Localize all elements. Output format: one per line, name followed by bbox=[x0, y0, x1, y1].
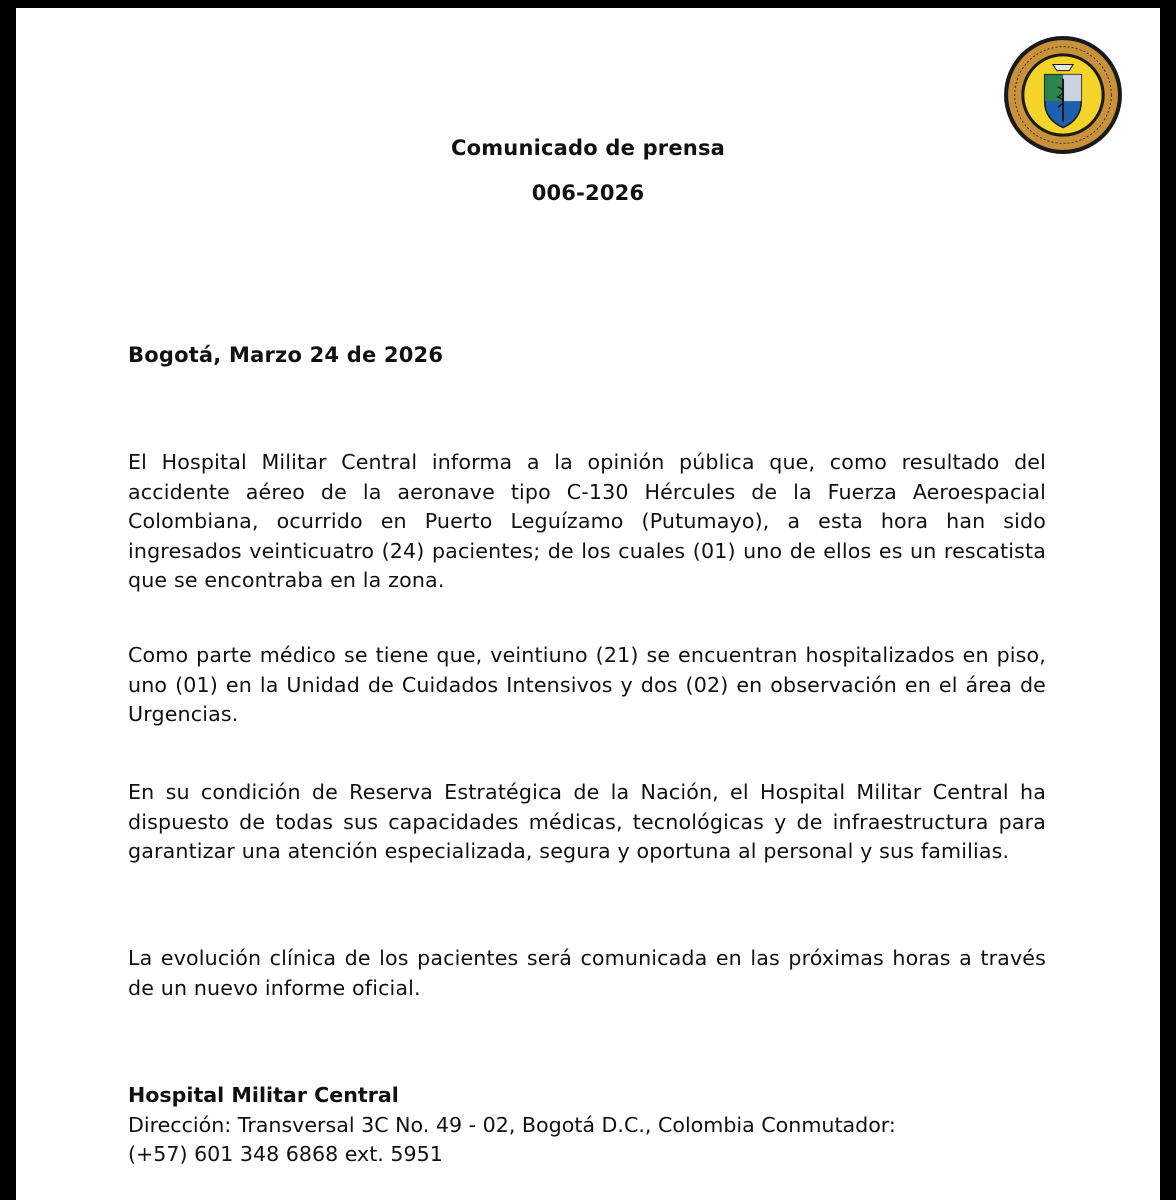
body-paragraph: En su condición de Reserva Estratégica de la Nación, el Hospital Militar Central ha dispuesto de todas sus capacidades médicas, tecnológicas y de infraestructura para garantizar una atención especializada, segura y oportuna al personal y sus familias. bbox=[128, 780, 1046, 863]
footer-phone: (+57) 601 348 6868 ext. 5951 bbox=[128, 1142, 443, 1166]
date-line: Bogotá, Marzo 24 de 2026 bbox=[128, 343, 444, 367]
footer-address: Dirección: Transversal 3C No. 49 - 02, Bogotá D.C., Colombia Conmutador: bbox=[128, 1112, 896, 1137]
body-paragraph: Como parte médico se tiene que, veintiuno (21) se encuentran hospitalizados en piso, uno (01) en la Unidad de Cuidados Intensivos y dos (02) en observación en el área de Urgencias. bbox=[128, 643, 1046, 726]
body-paragraph: El Hospital Militar Central informa a la opinión pública que, como resultado del accidente aéreo de la aeronave tipo C-130 Hércules de la Fuerza Aeroespacial Colombiana, ocurrido en Puerto Leguízamo (Putumayo), a esta hora han sido ingresados veinticuatro (24) pacientes; de los cuales (01) uno de ellos es un rescatista que se encontraba en la zona. bbox=[128, 450, 1046, 592]
footer-contact bbox=[128, 1081, 896, 1170]
body-paragraph: La evolución clínica de los pacientes será comunicada en las próximas horas a través de un nuevo informe oficial. bbox=[128, 946, 1046, 1000]
footer-organization: Hospital Militar Central bbox=[128, 1083, 399, 1107]
press-release-title: Comunicado de prensa bbox=[450, 136, 726, 160]
press-release-number: 006-2026 bbox=[531, 181, 645, 205]
